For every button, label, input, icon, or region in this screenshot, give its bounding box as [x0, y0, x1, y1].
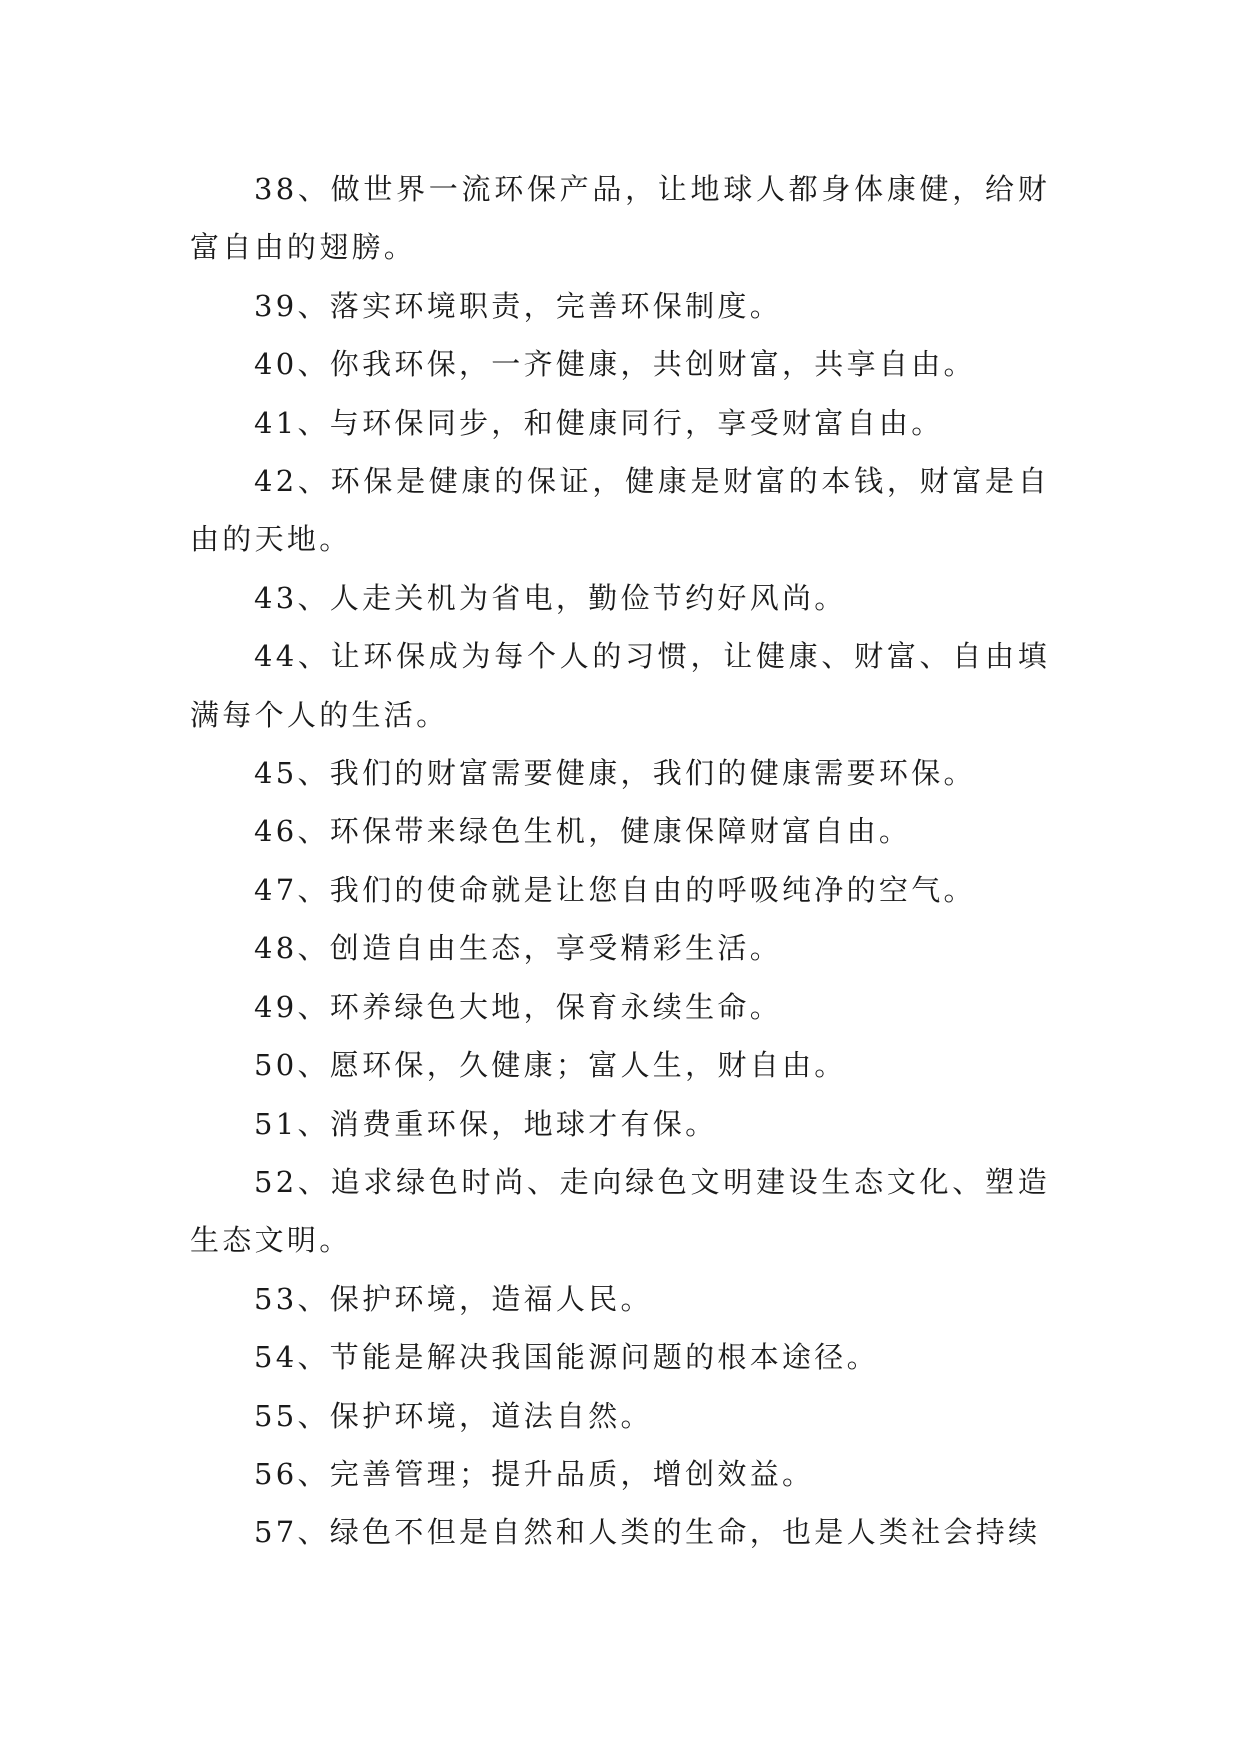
paragraph-54: 54、节能是解决我国能源问题的根本途径。 — [254, 1340, 879, 1375]
paragraph-39: 39、落实环境职责，完善环保制度。 — [254, 288, 783, 323]
paragraph-50: 50、愿环保，久健康；富人生，财自由。 — [254, 1048, 847, 1083]
paragraph-42: 42、环保是健康的保证，健康是财富的本钱，财富是自由的天地。 — [190, 464, 1050, 557]
paragraph-43: 43、人走关机为省电，勤俭节约好风尚。 — [254, 580, 847, 615]
paragraph-40: 40、你我环保，一齐健康，共创财富，共享自由。 — [254, 347, 976, 382]
paragraph-52: 52、追求绿色时尚、走向绿色文明建设生态文化、塑造生态文明。 — [190, 1164, 1050, 1258]
paragraph-41: 41、与环保同步，和健康同行，享受财富自由。 — [254, 405, 944, 440]
paragraph-38: 38、做世界一流环保产品，让地球人都身体康健，给财富自由的翅膀。 — [190, 172, 1050, 265]
paragraph-46: 46、环保带来绿色生机，健康保障财富自由。 — [254, 814, 912, 849]
paragraph-49: 49、环养绿色大地，保育永续生命。 — [254, 989, 783, 1024]
paragraph-45: 45、我们的财富需要健康，我们的健康需要环保。 — [254, 756, 976, 791]
document-body — [190, 160, 1050, 1562]
paragraph-47: 47、我们的使命就是让您自由的呼吸纯净的空气。 — [254, 872, 976, 907]
paragraph-48: 48、创造自由生态，享受精彩生活。 — [254, 931, 783, 966]
paragraph-44: 44、让环保成为每个人的习惯，让健康、财富、自由填满每个人的生活。 — [190, 639, 1050, 732]
paragraph-55: 55、保护环境，道法自然。 — [254, 1398, 653, 1433]
paragraph-53: 53、保护环境，造福人民。 — [254, 1281, 653, 1316]
paragraph-56: 56、完善管理；提升品质，增创效益。 — [254, 1456, 815, 1491]
paragraph-57: 57、绿色不但是自然和人类的生命，也是人类社会持续 — [254, 1515, 1041, 1550]
paragraph-51: 51、消费重环保，地球才有保。 — [254, 1106, 718, 1141]
